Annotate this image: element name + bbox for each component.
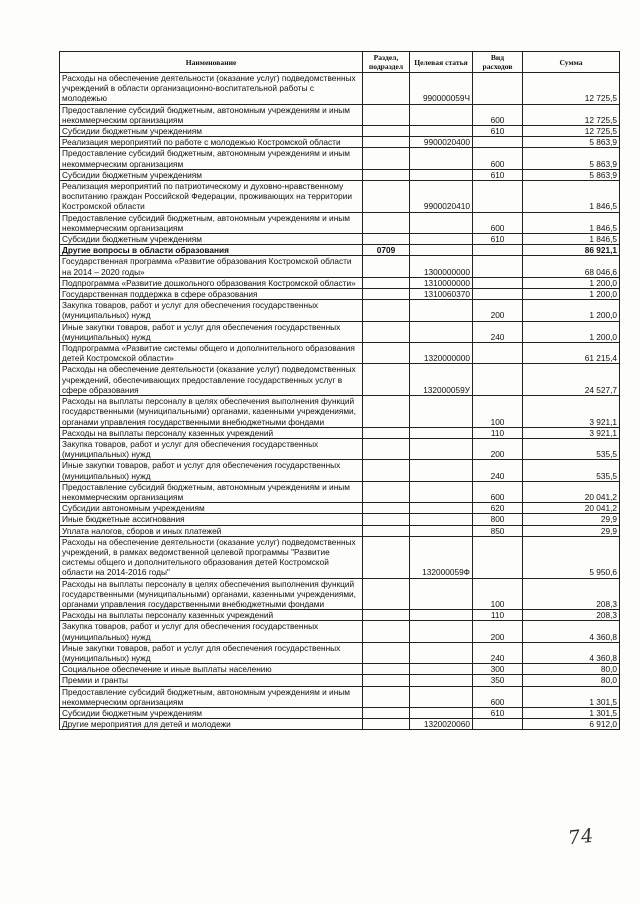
cell-razdel [363, 642, 410, 663]
table-row [60, 300, 620, 321]
table-row [60, 212, 620, 233]
header-name: Наименование [60, 52, 363, 73]
cell-summa: 5 950,6 [523, 536, 620, 578]
cell-celevaya [410, 245, 473, 256]
cell-celevaya [410, 621, 473, 642]
cell-vid: 600 [473, 212, 523, 233]
table-body [60, 73, 620, 730]
cell-razdel [363, 675, 410, 686]
cell-summa: 20 041,2 [523, 503, 620, 514]
cell-name: Социальное обеспечение и иные выплаты населению [60, 664, 363, 675]
cell-celevaya [410, 503, 473, 514]
cell-celevaya: 990000059Ч [410, 73, 473, 105]
cell-razdel [363, 427, 410, 438]
cell-razdel [363, 503, 410, 514]
cell-summa: 61 215,4 [523, 343, 620, 364]
cell-celevaya [410, 642, 473, 663]
table-row [60, 460, 620, 481]
cell-summa: 6 912,0 [523, 719, 620, 730]
cell-celevaya [410, 460, 473, 481]
cell-name: Предоставление субсидий бюджетным, автономным учреждениям и иным некоммерческим организациям [60, 104, 363, 125]
cell-name: Другие вопросы в области образования [60, 245, 363, 256]
cell-summa: 80,0 [523, 675, 620, 686]
table-row [60, 181, 620, 213]
cell-name: Субсидии бюджетным учреждениям [60, 707, 363, 718]
cell-razdel [363, 525, 410, 536]
cell-name: Субсидии автономным учреждениям [60, 503, 363, 514]
cell-summa: 1 200,0 [523, 277, 620, 288]
cell-celevaya: 132000059У [410, 364, 473, 396]
cell-summa: 535,5 [523, 460, 620, 481]
table-row [60, 289, 620, 300]
cell-vid: 600 [473, 104, 523, 125]
cell-summa: 29,9 [523, 514, 620, 525]
cell-name: Премии и гранты [60, 675, 363, 686]
cell-vid: 610 [473, 234, 523, 245]
cell-vid [473, 137, 523, 148]
cell-name: Реализация мероприятий по патриотическому и духовно-нравственному воспитанию граждан Российской Федерации, проживающих на территории Костромской области [60, 181, 363, 213]
table-row [60, 664, 620, 675]
cell-name: Закупка товаров, работ и услуг для обеспечения государственных (муниципальных) нужд [60, 300, 363, 321]
cell-vid [473, 719, 523, 730]
header-vid: Вид расходов [473, 52, 523, 73]
cell-name: Предоставление субсидий бюджетным, автономным учреждениям и иным некоммерческим организациям [60, 212, 363, 233]
cell-celevaya [410, 675, 473, 686]
cell-celevaya [410, 438, 473, 459]
cell-name: Расходы на выплаты персоналу казенных учреждений [60, 427, 363, 438]
cell-vid: 600 [473, 686, 523, 707]
cell-vid: 100 [473, 578, 523, 610]
cell-name: Иные закупки товаров, работ и услуг для обеспечения государственных (муниципальных) нужд [60, 460, 363, 481]
cell-vid [473, 289, 523, 300]
cell-razdel [363, 277, 410, 288]
cell-name: Иные бюджетные ассигнования [60, 514, 363, 525]
cell-name: Уплата налогов, сборов и иных платежей [60, 525, 363, 536]
table-row [60, 536, 620, 578]
cell-name: Субсидии бюджетным учреждениям [60, 126, 363, 137]
cell-summa: 5 863,9 [523, 137, 620, 148]
table-row [60, 686, 620, 707]
cell-vid: 850 [473, 525, 523, 536]
cell-name: Субсидии бюджетным учреждениям [60, 169, 363, 180]
cell-vid: 240 [473, 642, 523, 663]
cell-celevaya [410, 148, 473, 169]
table-row [60, 234, 620, 245]
cell-razdel [363, 514, 410, 525]
cell-vid: 200 [473, 438, 523, 459]
cell-summa: 12 725,5 [523, 104, 620, 125]
table-row [60, 481, 620, 502]
cell-razdel [363, 137, 410, 148]
cell-summa: 80,0 [523, 664, 620, 675]
cell-celevaya [410, 610, 473, 621]
cell-vid [473, 277, 523, 288]
cell-celevaya [410, 104, 473, 125]
header-summa: Сумма [523, 52, 620, 73]
cell-razdel [363, 300, 410, 321]
cell-razdel [363, 181, 410, 213]
cell-vid: 100 [473, 396, 523, 428]
cell-vid: 350 [473, 675, 523, 686]
cell-name: Расходы на обеспечение деятельности (оказание услуг) подведомственных учреждений в области организационно-воспитательной работы с молодежью [60, 73, 363, 105]
cell-vid [473, 181, 523, 213]
table-row [60, 256, 620, 277]
cell-vid: 620 [473, 503, 523, 514]
cell-vid: 610 [473, 126, 523, 137]
cell-vid: 200 [473, 300, 523, 321]
cell-razdel [363, 610, 410, 621]
cell-name: Государственная поддержка в сфере образования [60, 289, 363, 300]
cell-celevaya [410, 396, 473, 428]
cell-vid: 240 [473, 460, 523, 481]
cell-razdel [363, 719, 410, 730]
cell-summa: 3 921,1 [523, 427, 620, 438]
cell-vid: 110 [473, 610, 523, 621]
cell-celevaya [410, 525, 473, 536]
table-row [60, 343, 620, 364]
cell-vid [473, 256, 523, 277]
cell-vid: 240 [473, 321, 523, 342]
header-razdel: Раздел, подраздел [363, 52, 410, 73]
cell-name: Расходы на выплаты персоналу казенных учреждений [60, 610, 363, 621]
cell-celevaya [410, 427, 473, 438]
table-row [60, 621, 620, 642]
cell-razdel [363, 234, 410, 245]
cell-summa: 20 041,2 [523, 481, 620, 502]
table-row [60, 514, 620, 525]
cell-vid: 300 [473, 664, 523, 675]
cell-celevaya: 9900020410 [410, 181, 473, 213]
cell-celevaya [410, 578, 473, 610]
table-row [60, 707, 620, 718]
cell-razdel [363, 148, 410, 169]
cell-summa: 1 846,5 [523, 181, 620, 213]
cell-razdel [363, 126, 410, 137]
cell-celevaya: 1320020060 [410, 719, 473, 730]
cell-name: Подпрограмма «Развитие дошкольного образования Костромской области» [60, 277, 363, 288]
cell-summa: 5 863,9 [523, 169, 620, 180]
cell-razdel [363, 289, 410, 300]
cell-summa: 1 301,5 [523, 707, 620, 718]
cell-vid [473, 536, 523, 578]
cell-vid: 610 [473, 707, 523, 718]
cell-razdel [363, 212, 410, 233]
cell-celevaya [410, 321, 473, 342]
cell-name: Расходы на выплаты персоналу в целях обеспечения выполнения функций государственными (муниципальными) органами, казенными учреждениями, органами управления государственными внебюджетными фондами [60, 578, 363, 610]
cell-summa: 5 863,9 [523, 148, 620, 169]
cell-name: Закупка товаров, работ и услуг для обеспечения государственных (муниципальных) нужд [60, 438, 363, 459]
table-row [60, 438, 620, 459]
cell-celevaya [410, 707, 473, 718]
table-row [60, 610, 620, 621]
cell-razdel [363, 321, 410, 342]
table-row [60, 719, 620, 730]
cell-celevaya [410, 126, 473, 137]
cell-summa: 208,3 [523, 610, 620, 621]
cell-vid: 600 [473, 148, 523, 169]
cell-summa: 1 200,0 [523, 321, 620, 342]
cell-summa: 12 725,5 [523, 73, 620, 105]
table-row [60, 104, 620, 125]
table-row [60, 396, 620, 428]
table-row [60, 321, 620, 342]
cell-summa: 4 360,8 [523, 642, 620, 663]
cell-name: Подпрограмма «Развитие системы общего и дополнительного образования детей Костромской области» [60, 343, 363, 364]
cell-razdel [363, 707, 410, 718]
cell-celevaya [410, 481, 473, 502]
cell-celevaya [410, 212, 473, 233]
cell-name: Иные закупки товаров, работ и услуг для обеспечения государственных (муниципальных) нужд [60, 642, 363, 663]
cell-summa: 3 921,1 [523, 396, 620, 428]
cell-summa: 208,3 [523, 578, 620, 610]
table-row [60, 277, 620, 288]
cell-razdel [363, 73, 410, 105]
cell-razdel [363, 364, 410, 396]
cell-razdel [363, 343, 410, 364]
table-row [60, 525, 620, 536]
cell-name: Расходы на обеспечение деятельности (оказание услуг) подведомственных учреждений, обеспечивающих предоставление государственных услуг в сфере образования [60, 364, 363, 396]
cell-razdel [363, 686, 410, 707]
table-row [60, 126, 620, 137]
cell-razdel [363, 169, 410, 180]
cell-vid: 800 [473, 514, 523, 525]
cell-razdel [363, 621, 410, 642]
cell-summa: 4 360,8 [523, 621, 620, 642]
table-row [60, 642, 620, 663]
cell-celevaya: 1320000000 [410, 343, 473, 364]
table-row [60, 245, 620, 256]
cell-summa: 86 921,1 [523, 245, 620, 256]
cell-name: Предоставление субсидий бюджетным, автономным учреждениям и иным некоммерческим организациям [60, 148, 363, 169]
cell-vid: 110 [473, 427, 523, 438]
cell-vid [473, 245, 523, 256]
cell-vid [473, 343, 523, 364]
cell-celevaya [410, 686, 473, 707]
cell-razdel [363, 664, 410, 675]
table-row [60, 137, 620, 148]
cell-name: Расходы на выплаты персоналу в целях обеспечения выполнения функций государственными (муниципальными) органами, казенными учреждениями, органами управления государственными внебюджетными фондами [60, 396, 363, 428]
table-row [60, 73, 620, 105]
cell-summa: 12 725,5 [523, 126, 620, 137]
header-row [60, 52, 620, 73]
cell-summa: 68 046,6 [523, 256, 620, 277]
cell-summa: 535,5 [523, 438, 620, 459]
cell-name: Государственная программа «Развитие образования Костромской области на 2014 – 2020 годы» [60, 256, 363, 277]
cell-vid [473, 364, 523, 396]
cell-celevaya: 1300000000 [410, 256, 473, 277]
cell-name: Предоставление субсидий бюджетным, автономным учреждениям и иным некоммерческим организациям [60, 481, 363, 502]
cell-razdel [363, 460, 410, 481]
cell-celevaya: 1310000000 [410, 277, 473, 288]
cell-vid: 610 [473, 169, 523, 180]
cell-celevaya: 132000059Ф [410, 536, 473, 578]
cell-summa: 1 301,5 [523, 686, 620, 707]
cell-vid: 200 [473, 621, 523, 642]
cell-summa: 1 200,0 [523, 300, 620, 321]
cell-razdel: 0709 [363, 245, 410, 256]
cell-celevaya: 9900020400 [410, 137, 473, 148]
cell-celevaya [410, 300, 473, 321]
table-row [60, 148, 620, 169]
cell-razdel [363, 578, 410, 610]
table-row [60, 169, 620, 180]
cell-celevaya [410, 514, 473, 525]
cell-summa: 1 200,0 [523, 289, 620, 300]
cell-summa: 29,9 [523, 525, 620, 536]
table-row [60, 503, 620, 514]
table-row [60, 578, 620, 610]
cell-summa: 24 527,7 [523, 364, 620, 396]
cell-razdel [363, 438, 410, 459]
cell-celevaya [410, 234, 473, 245]
cell-name: Закупка товаров, работ и услуг для обеспечения государственных (муниципальных) нужд [60, 621, 363, 642]
cell-celevaya [410, 169, 473, 180]
cell-name: Иные закупки товаров, работ и услуг для обеспечения государственных (муниципальных) нужд [60, 321, 363, 342]
table-row [60, 675, 620, 686]
header-celevaya: Целевая статья [410, 52, 473, 73]
cell-name: Субсидии бюджетным учреждениям [60, 234, 363, 245]
cell-summa: 1 846,5 [523, 234, 620, 245]
cell-razdel [363, 256, 410, 277]
cell-celevaya [410, 664, 473, 675]
table-row [60, 364, 620, 396]
cell-razdel [363, 104, 410, 125]
cell-razdel [363, 396, 410, 428]
handwritten-page-number: 74 [566, 824, 596, 850]
cell-name: Предоставление субсидий бюджетным, автономным учреждениям и иным некоммерческим организациям [60, 686, 363, 707]
cell-name: Другие мероприятия для детей и молодежи [60, 719, 363, 730]
table-header [60, 52, 620, 73]
cell-summa: 1 846,5 [523, 212, 620, 233]
cell-vid: 600 [473, 481, 523, 502]
cell-celevaya: 1310060370 [410, 289, 473, 300]
cell-name: Расходы на обеспечение деятельности (оказание услуг) подведомственных учреждений, в рамках ведомственной целевой программы "Развитие системы общего и дополнительного образования детей Костромской области на 2014-2016 годы" [60, 536, 363, 578]
cell-razdel [363, 481, 410, 502]
cell-vid [473, 73, 523, 105]
cell-razdel [363, 536, 410, 578]
table-row [60, 427, 620, 438]
budget-table [59, 51, 620, 730]
cell-name: Реализация мероприятий по работе с молодежью Костромской области [60, 137, 363, 148]
